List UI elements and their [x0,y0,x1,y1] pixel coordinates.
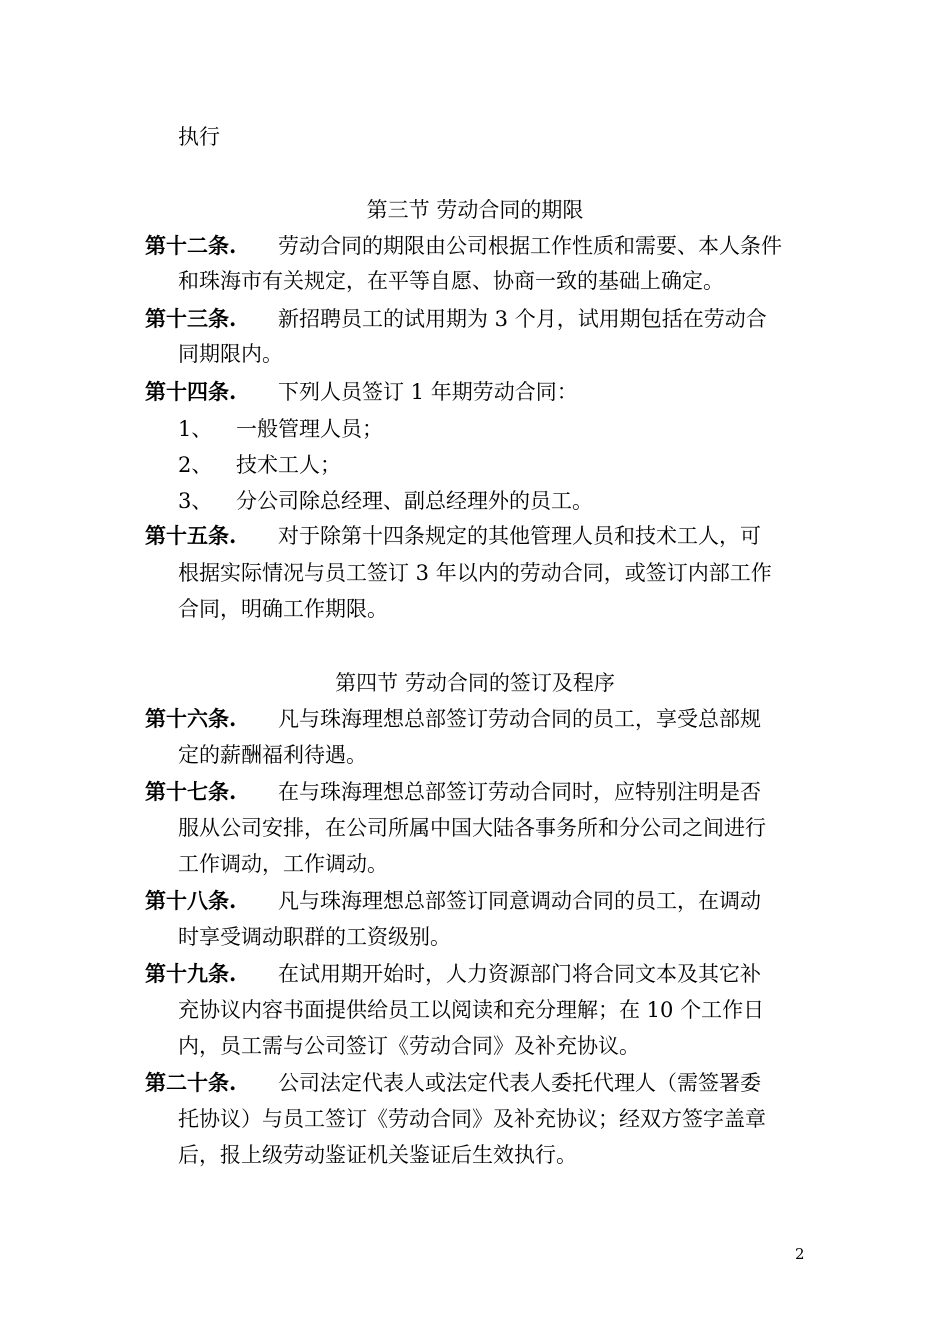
article-text: 在与珠海理想总部签订劳动合同时，应特别注明是否 [278,780,761,804]
article-label: 第二十条. [145,1070,237,1095]
article-continuation: 定的薪酬福利待遇。 [178,743,367,767]
section-heading: 第三节 劳动合同的期限 [366,198,584,222]
page-number: 2 [795,1245,805,1263]
article-continuation: 服从公司安排，在公司所属中国大陆各事务所和分公司之间进行 [178,816,766,840]
article-label: 第十九条. [145,961,237,986]
list-item-number: 1、 [178,417,213,441]
article-text: 劳动合同的期限由公司根据工作性质和需要、本人条件 [278,234,782,258]
article-text: 对于除第十四条规定的其他管理人员和技术工人，可 [278,524,761,548]
article-label: 第十八条. [145,888,237,913]
carryover-text: 执行 [178,125,220,149]
article-label: 第十七条. [145,779,237,804]
article-label: 第十二条. [145,233,237,258]
article-text: 凡与珠海理想总部签订同意调动合同的员工，在调动 [278,889,761,913]
article-text: 新招聘员工的试用期为 3 个月，试用期包括在劳动合 [278,307,767,331]
article-continuation: 时享受调动职群的工资级别。 [178,925,451,949]
article-label: 第十六条. [145,706,237,731]
list-item-text: 一般管理人员； [236,417,383,441]
article-continuation: 同期限内。 [178,342,283,366]
list-item-number: 3、 [178,489,213,513]
article-text: 下列人员签订 1 年期劳动合同： [278,380,578,404]
section-heading: 第四节 劳动合同的签订及程序 [335,671,615,695]
article-continuation: 合同，明确工作期限。 [178,597,388,621]
article-continuation: 工作调动，工作调动。 [178,852,388,876]
article-label: 第十三条. [145,306,237,331]
article-continuation: 充协议内容书面提供给员工以阅读和充分理解；在 10 个工作日 [178,998,765,1022]
list-item-text: 分公司除总经理、副总经理外的员工。 [236,489,593,513]
article-text: 公司法定代表人或法定代表人委托代理人（需签署委 [278,1071,761,1095]
list-item-text: 技术工人； [236,453,341,477]
article-label: 第十五条. [145,523,237,548]
article-text: 凡与珠海理想总部签订劳动合同的员工，享受总部规 [278,707,761,731]
list-item-number: 2、 [178,453,213,477]
article-continuation: 托协议）与员工签订《劳动合同》及补充协议；经双方签字盖章 [178,1107,766,1131]
article-label: 第十四条. [145,379,237,404]
article-continuation: 根据实际情况与员工签订 3 年以内的劳动合同，或签订内部工作 [178,561,772,585]
article-continuation: 内，员工需与公司签订《劳动合同》及补充协议。 [178,1034,640,1058]
article-text: 在试用期开始时，人力资源部门将合同文本及其它补 [278,962,761,986]
article-continuation: 后，报上级劳动鉴证机关鉴证后生效执行。 [178,1143,577,1167]
article-continuation: 和珠海市有关规定，在平等自愿、协商一致的基础上确定。 [178,269,724,293]
